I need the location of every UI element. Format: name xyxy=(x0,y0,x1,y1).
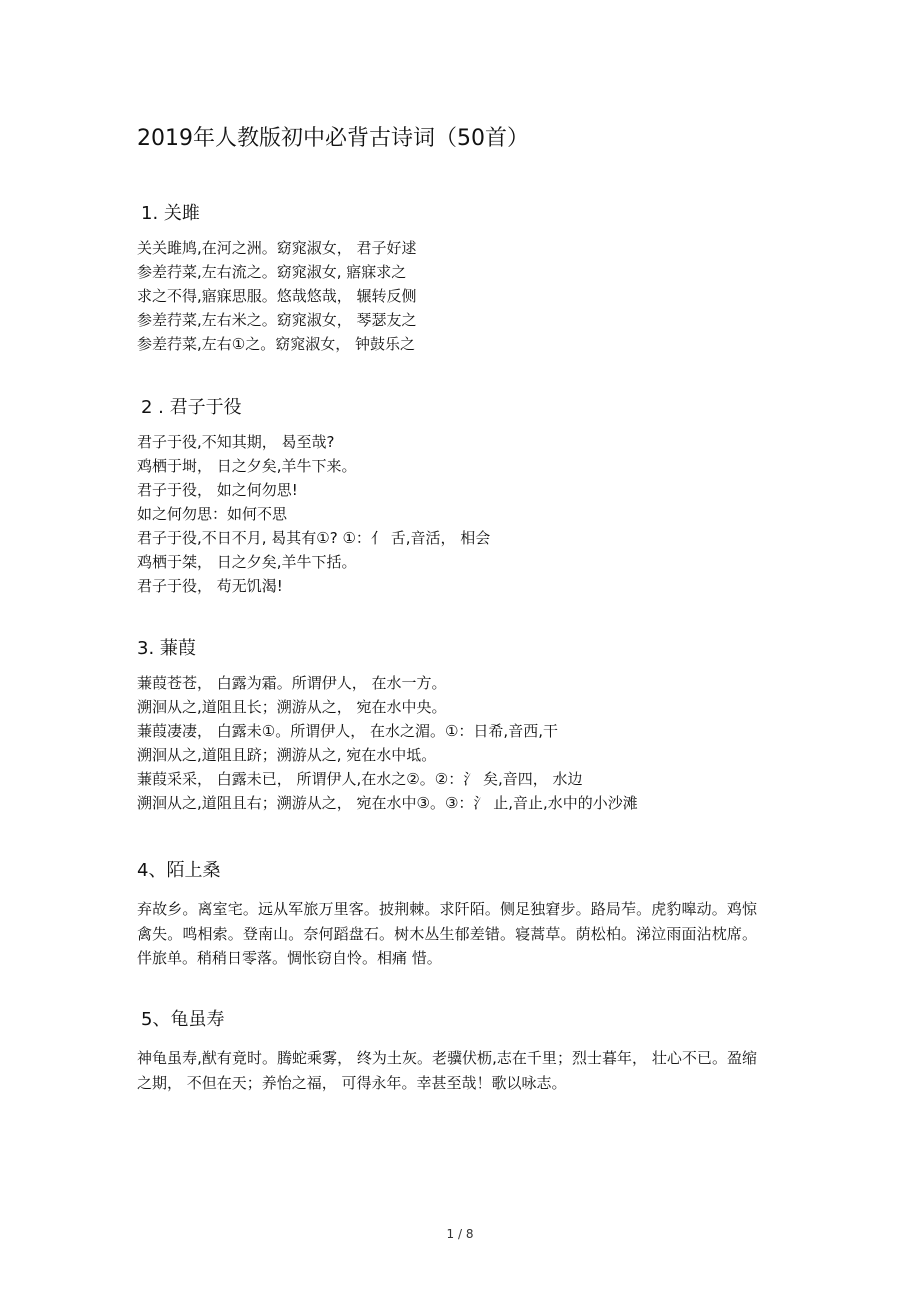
section-moshangsang xyxy=(137,859,777,971)
section-heading: 5、龟虽寿 xyxy=(141,1009,225,1030)
page-number: 1 / 8 xyxy=(446,1227,474,1241)
poem-paragraph: 弃故乡。离室宅。远从军旅万里客。披荆棘。求阡陌。侧足独窘步。路局苲。虎豹嗥动。鸡惊禽失。鸣相索。登南山。奈何蹈盘石。树木丛生郁差错。寝蒿草。荫松柏。涕泣雨面沾枕席。伴旅单。稍稍日零落。惆怅窃自怜。相痛 惜。 xyxy=(137,900,757,967)
document-title: 2019年人教版初中必背古诗词（50首） xyxy=(137,126,529,151)
poem-line: 君子于役,不知其期， 曷至哉? xyxy=(137,433,335,451)
poem-line: 关关雎鸠,在河之洲。窈窕淑女， 君子好逑 xyxy=(137,239,417,257)
section-heading: 2 . 君子于役 xyxy=(141,397,242,418)
section-guanju xyxy=(137,202,777,356)
poem-paragraph: 神龟虽寿,猷有竟时。腾蛇乘雾， 终为土灰。老骥伏枥,志在千里；烈士暮年， 壮心不已。盈缩之期， 不但在天；养怡之福， 可得永年。幸甚至哉！歌以咏志。 xyxy=(137,1049,757,1092)
poem-line: 如之何勿思：如何不思 xyxy=(137,505,288,523)
section-junziyuyi xyxy=(137,396,777,598)
poem-line: 溯洄从之,道阻且右；溯游从之， 宛在水中③。③：氵 止,音止,水中的小沙滩 xyxy=(137,794,638,812)
section-heading: 4、陌上桑 xyxy=(137,860,221,881)
poem-line: 蒹葭采采， 白露未已， 所谓伊人,在水之②。②：氵 矣,音四， 水边 xyxy=(137,770,583,788)
poem-line: 蒹葭苍苍， 白露为霜。所谓伊人， 在水一方。 xyxy=(137,674,447,692)
poem-line: 溯洄从之,道阻且跻；溯游从之, 宛在水中坻。 xyxy=(137,746,437,764)
poem-line: 参差荇菜,左右①之。窈窕淑女， 钟鼓乐之 xyxy=(137,335,415,353)
poem-line: 求之不得,寤寐思服。悠哉悠哉， 辗转反侧 xyxy=(137,287,417,305)
poem-line: 君子于役， 如之何勿思! xyxy=(137,481,298,499)
poem-line: 蒹葭凄凄， 白露未①。所谓伊人， 在水之湄。①：日希,音西,干 xyxy=(137,722,558,740)
section-guisuishou xyxy=(137,1008,777,1095)
poem-line: 参差荇菜,左右米之。窈窕淑女， 琴瑟友之 xyxy=(137,311,417,329)
poem-line: 参差荇菜,左右流之。窈窕淑女, 寤寐求之 xyxy=(137,263,407,281)
poem-line: 鸡栖于桀， 日之夕矣,羊牛下括。 xyxy=(137,553,357,571)
section-heading: 3. 蒹葭 xyxy=(137,638,196,659)
section-jianjia xyxy=(137,637,777,815)
section-heading: 1. 关雎 xyxy=(141,203,200,224)
poem-line: 鸡栖于埘， 日之夕矣,羊牛下来。 xyxy=(137,457,357,475)
poem-line: 溯洄从之,道阻且长；溯游从之， 宛在水中央。 xyxy=(137,698,447,716)
poem-line: 君子于役,不日不月, 曷其有①? ①：亻 舌,音活， 相会 xyxy=(137,529,491,547)
poem-line: 君子于役， 苟无饥渴! xyxy=(137,577,283,595)
